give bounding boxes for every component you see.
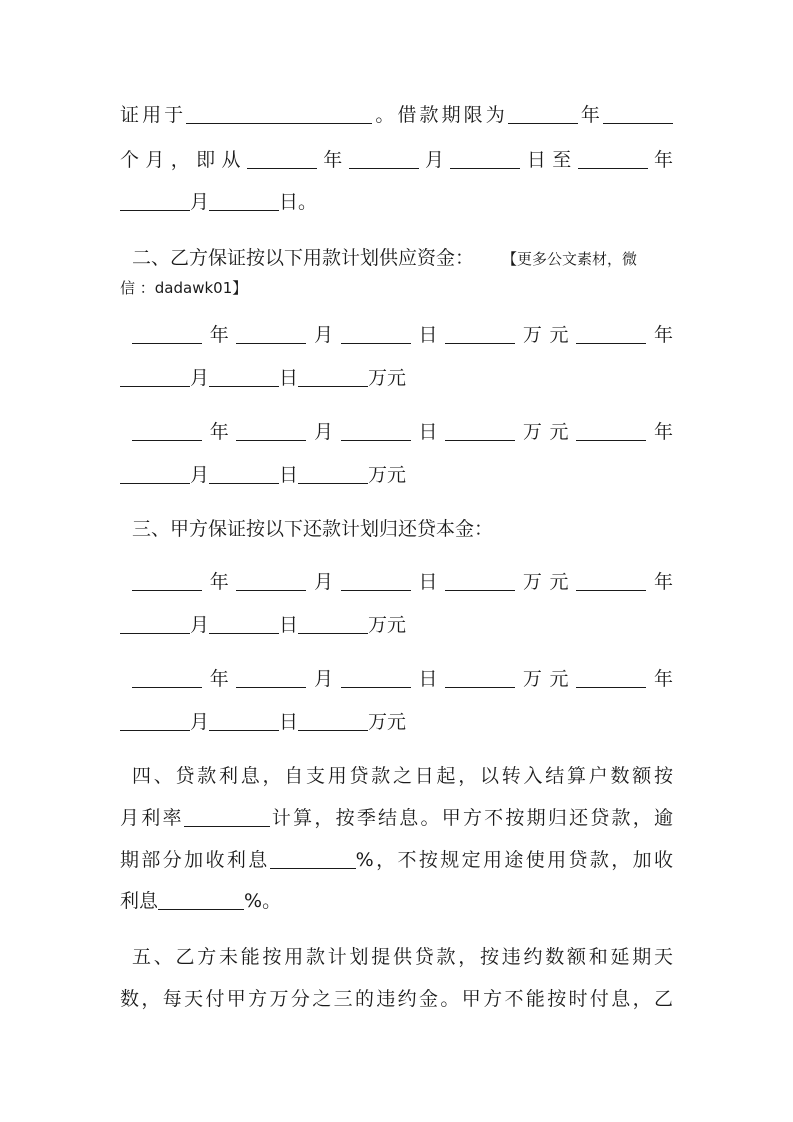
text: 月: [190, 367, 210, 389]
blank-field[interactable]: [298, 709, 368, 731]
text: 年: [316, 149, 349, 171]
text: 万元: [515, 324, 577, 346]
section2-heading: [120, 243, 673, 274]
section1-line3: [120, 187, 673, 217]
blank-field[interactable]: [341, 666, 411, 688]
text: 日。: [279, 191, 318, 213]
text: 年: [202, 571, 237, 593]
text: 。借款期限为: [372, 104, 508, 126]
text: 日至: [520, 149, 578, 171]
section5-line1: [120, 942, 673, 972]
section1-line2: [120, 145, 673, 175]
blank-field[interactable]: [132, 419, 202, 441]
blank-field[interactable]: [298, 612, 368, 634]
text: 万元: [368, 464, 407, 486]
text: 年: [646, 668, 673, 690]
blank-field[interactable]: [236, 666, 306, 688]
text: 万元: [368, 367, 407, 389]
promo-note: 【更多公文素材，微: [502, 250, 638, 268]
blank-field[interactable]: [445, 419, 515, 441]
blank-field[interactable]: [132, 666, 202, 688]
section3-row1-line2: [120, 610, 673, 640]
section3-heading: [120, 514, 673, 544]
section3-row2-line1: [120, 664, 673, 694]
blank-field[interactable]: [603, 102, 673, 124]
blank-field[interactable]: [236, 322, 306, 344]
text: 日: [410, 571, 446, 593]
blank-field[interactable]: [120, 365, 190, 387]
blank-field[interactable]: [120, 462, 190, 484]
text: 数，每天付甲方万分之三的违约金。甲方不能按时付息，乙: [120, 988, 673, 1010]
text: 日: [279, 614, 299, 636]
blank-field[interactable]: [132, 569, 202, 591]
section4-line2: [120, 803, 673, 833]
text: 月: [306, 324, 341, 346]
blank-field[interactable]: [209, 365, 279, 387]
text: 个月，即从: [120, 149, 247, 171]
blank-field[interactable]: [450, 147, 520, 169]
section2-row1-line1: [120, 320, 673, 350]
section2-row2-line1: [120, 417, 673, 447]
blank-field[interactable]: [120, 709, 190, 731]
section4-line3: [120, 845, 673, 875]
heading-text: 三、甲方保证按以下还款计划归还贷本金：: [132, 518, 494, 540]
text: 月: [418, 149, 451, 171]
text: 日: [410, 421, 446, 443]
section3-row1-line1: [120, 567, 673, 597]
promo-note-cont: 信 ：dadawk01】: [120, 279, 248, 297]
text: 月: [306, 571, 341, 593]
blank-field[interactable]: [341, 419, 411, 441]
blank-field[interactable]: [236, 419, 306, 441]
text: 年: [646, 571, 673, 593]
text: %，不按规定用途使用贷款，加收: [355, 849, 673, 871]
text: %。: [244, 890, 282, 912]
blank-field[interactable]: [120, 189, 190, 211]
blank-field[interactable]: [576, 419, 646, 441]
blank-field[interactable]: [298, 462, 368, 484]
section5-line2: [120, 984, 673, 1014]
blank-field[interactable]: [576, 322, 646, 344]
blank-field[interactable]: [576, 666, 646, 688]
blank-field[interactable]: [158, 888, 244, 910]
blank-field[interactable]: [209, 612, 279, 634]
blank-field[interactable]: [298, 365, 368, 387]
text: 年: [646, 421, 673, 443]
blank-field[interactable]: [120, 612, 190, 634]
blank-field[interactable]: [236, 569, 306, 591]
text: 万元: [515, 421, 577, 443]
text: 年: [202, 668, 237, 690]
text: 年: [202, 421, 237, 443]
text: 五、乙方未能按用款计划提供贷款，按违约数额和延期天: [132, 946, 673, 968]
blank-field[interactable]: [132, 322, 202, 344]
blank-field[interactable]: [578, 147, 648, 169]
text: 期部分加收利息: [120, 849, 270, 871]
section2-note-line2: [120, 273, 673, 303]
text: 年: [647, 149, 673, 171]
text: 日: [279, 367, 299, 389]
section1-line1: [120, 100, 673, 130]
section2-row2-line2: [120, 460, 673, 490]
heading-text: 二、乙方保证按以下用款计划供应资金：: [132, 247, 475, 269]
section3-row2-line2: [120, 707, 673, 737]
blank-field[interactable]: [186, 102, 372, 124]
text: 日: [410, 324, 446, 346]
blank-field[interactable]: [445, 666, 515, 688]
blank-field[interactable]: [576, 569, 646, 591]
text: 月: [190, 464, 210, 486]
blank-field[interactable]: [209, 709, 279, 731]
text: 万元: [368, 614, 407, 636]
text: 年: [202, 324, 237, 346]
text: 月: [306, 668, 341, 690]
blank-field[interactable]: [270, 847, 356, 869]
blank-field[interactable]: [445, 322, 515, 344]
blank-field[interactable]: [341, 569, 411, 591]
section4-line1: [120, 761, 673, 791]
blank-field[interactable]: [209, 462, 279, 484]
text: 月: [190, 614, 210, 636]
text: 万元: [515, 668, 577, 690]
blank-field[interactable]: [445, 569, 515, 591]
section4-line4: [120, 886, 673, 916]
text: 年: [646, 324, 673, 346]
text: 万元: [515, 571, 577, 593]
text: 日: [410, 668, 446, 690]
text: 月: [190, 711, 210, 733]
text: 证用于: [120, 104, 187, 126]
text: 利息: [120, 890, 159, 912]
blank-field[interactable]: [247, 147, 317, 169]
text: 四、贷款利息，自支用贷款之日起，以转入结算户数额按: [132, 765, 673, 787]
text: 日: [279, 711, 299, 733]
text: 计算，按季结息。甲方不按期归还贷款，逾: [269, 807, 673, 829]
blank-field[interactable]: [349, 147, 419, 169]
blank-field[interactable]: [209, 189, 279, 211]
blank-field[interactable]: [184, 805, 270, 827]
blank-field[interactable]: [508, 102, 578, 124]
text: 万元: [368, 711, 407, 733]
blank-field[interactable]: [341, 322, 411, 344]
section2-row1-line2: [120, 363, 673, 393]
text: 月: [306, 421, 341, 443]
text: 年: [577, 104, 603, 126]
text: 月利率: [120, 807, 184, 829]
text: 日: [279, 464, 299, 486]
text: 月: [190, 191, 210, 213]
